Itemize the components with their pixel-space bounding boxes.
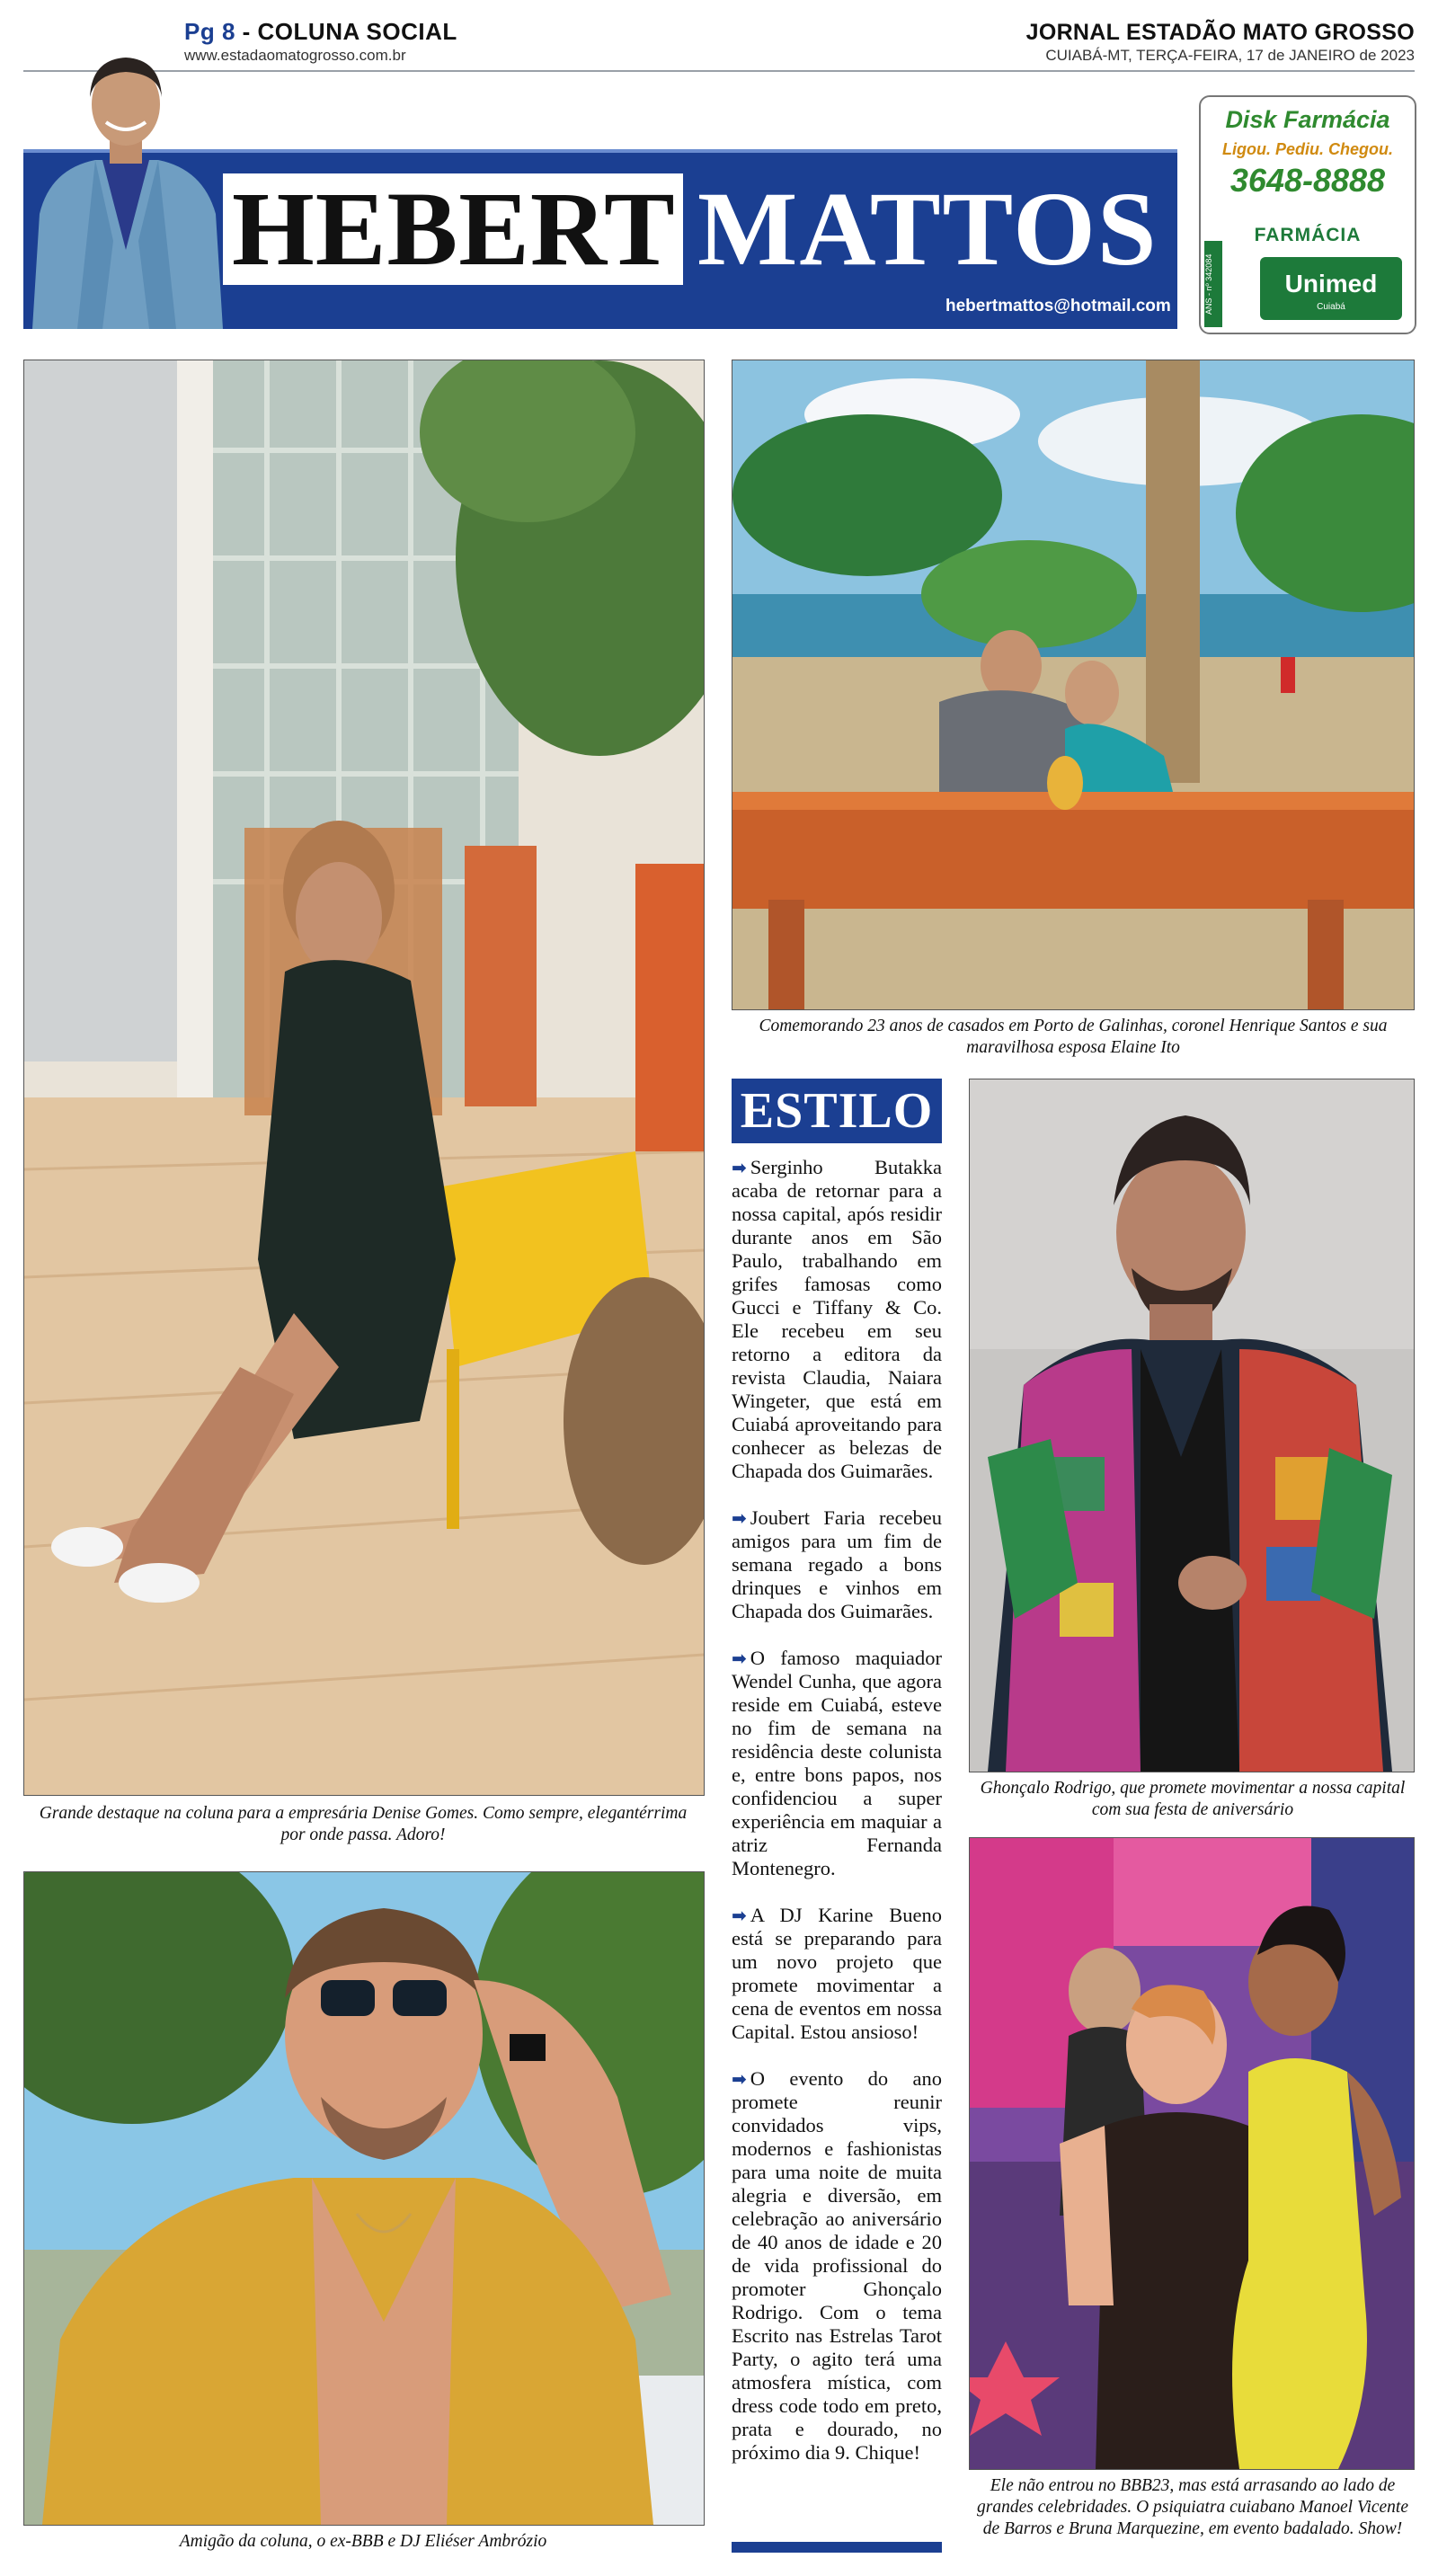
columnist-last-name: MATTOS [697,170,1158,288]
caption-photo-3: Ghonçalo Rodrigo, que promete movimentar a nossa capital com sua festa de aniversário [980,1779,1406,1819]
estilo-item: ➡ Serginho Butakka acaba de retornar para a nossa capital, após residir durante anos em São Paulo, trabalhando em grifes famosas como Gucci e Tiffany & Co. Ele recebeu em seu retorno a editora da revista Claudia, Naiara Wingeter, que está em Cuiabá aproveitando para conhecer as belezas de Chapada dos Guimarães. [732,1156,942,1482]
photo-ghoncalo-rodrigo [969,1079,1415,1772]
page-label: Pg 8 - COLUNA SOCIAL [184,18,457,45]
estilo-column [732,1156,942,2488]
newspaper-name: JORNAL ESTADÃO MATO GROSSO [1025,20,1415,45]
estilo-item: ➡ O evento do ano promete reunir convidados vips, modernos e fashionistas para uma noite de muita alegria e diversão, em celebração ao aniversário de 40 anos de idade e 20 de vida profissional do promoter Ghonçalo Rodrigo. Com o tema Escrito nas Estrelas Tarot Party, o agito terá uma atmosfera mística, com dress code todo em preto, prata e dourado, no próximo dia 9. Chique! [732,2067,942,2464]
header-divider [23,70,1415,72]
caption-photo-5: Ele não entrou no BBB23, mas está arrasando ao lado de grandes celebridades. O psiquiatra cuiabano Manoel Vicente de Barros e Bruna Marquezine, em evento badalado. Show! [976,2476,1408,2538]
columnist-email[interactable]: hebertmattos@hotmail.com [945,297,1171,315]
unimed-logo: Unimed Cuiabá [1260,257,1402,320]
columnist-first-name: HEBERT [232,170,676,288]
arrow-icon: ➡ [732,1507,747,1529]
estilo-item: ➡ A DJ Karine Bueno está se preparando para um novo projeto que promete movimentar a cena de eventos em nossa Capital. Estou ansioso! [732,1904,942,2043]
arrow-icon: ➡ [732,1905,747,1926]
dateline: CUIABÁ-MT, TERÇA-FEIRA, 17 de JANEIRO de 2023 [1045,47,1415,64]
caption-photo-1: Grande destaque na coluna para a empresária Denise Gomes. Como sempre, elegantérrima por onde passa. Adoro! [39,1804,688,1844]
estilo-item: ➡ Joubert Faria recebeu amigos para um fim de semana regado a bons drinques e vinhos em Chapada dos Guimarães. [732,1506,942,1622]
ad-label: FARMÁCIA [1254,225,1362,245]
ad-slogan: Ligou. Pediu. Chegou. [1222,140,1393,158]
ad-ans-number: ANS - nº 342084 [1204,241,1222,327]
caption-photo-2: Comemorando 23 anos de casados em Porto de Galinhas, coronel Henrique Santos e sua maravilhosa esposa Elaine Ito [759,1017,1388,1057]
arrow-icon: ➡ [732,2068,747,2090]
photo-manoel-vicente-bruna-marquezine [969,1837,1415,2470]
ad-phone: 3648-8888 [1229,162,1386,199]
pharmacy-ad[interactable] [1199,95,1416,334]
photo-elieser-ambrozio [23,1871,705,2526]
arrow-icon: ➡ [732,1157,747,1178]
estilo-heading: ESTILO [740,1083,934,1139]
column-bottom-bar [732,2542,942,2553]
photo-couple-porto-de-galinhas [732,360,1415,1010]
columnist-portrait [23,25,228,329]
caption-photo-4: Amigão da coluna, o ex-BBB e DJ Eliéser Ambrózio [179,2532,547,2551]
estilo-item: ➡ O famoso maquiador Wendel Cunha, que agora reside em Cuiabá, esteve no fim de semana na residência deste colunista e, entre bons papos, nos confidenciou a super experiência em maquiar a atriz Fernanda Montenegro. [732,1647,942,1879]
ad-title: Disk Farmácia [1225,106,1390,133]
photo-denise-gomes [23,360,705,1796]
arrow-icon: ➡ [732,1648,747,1669]
site-url[interactable]: www.estadaomatogrosso.com.br [184,47,406,64]
